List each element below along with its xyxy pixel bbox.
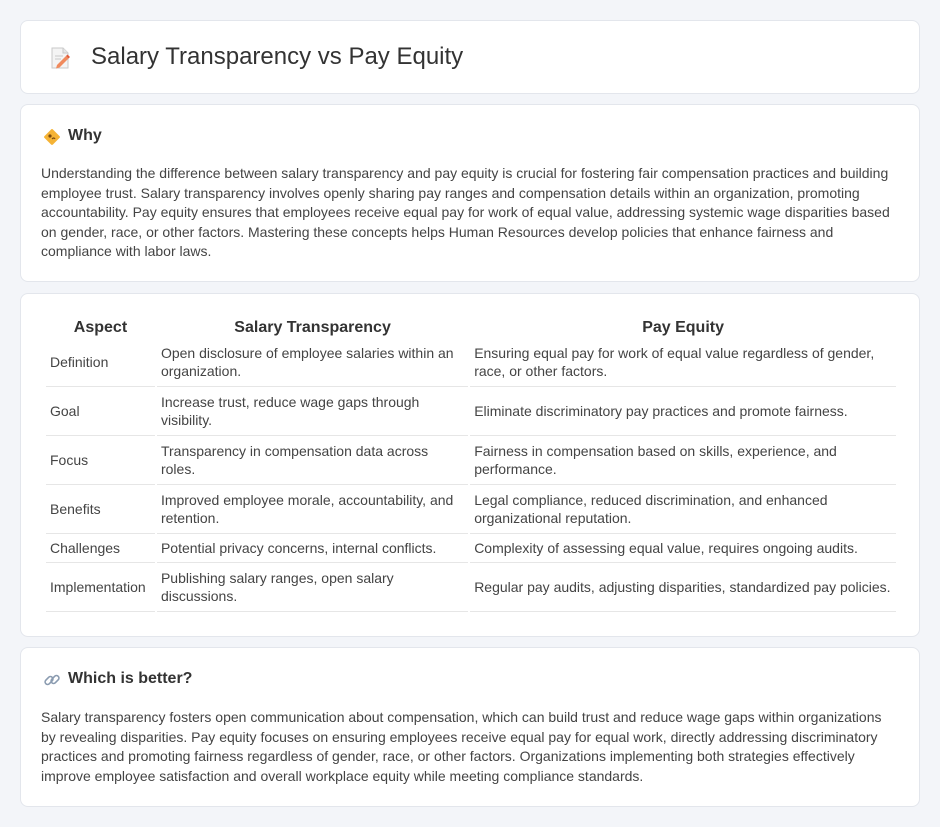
why-title: Why (68, 127, 102, 144)
row-equity: Eliminate discriminatory pay practices and promote fairness. (470, 387, 896, 436)
row-transparency: Increase trust, reduce wage gaps through visibility. (157, 387, 468, 436)
why-section (20, 104, 920, 282)
row-transparency: Potential privacy concerns, internal conflicts. (157, 534, 468, 563)
diamond-sign-icon (43, 128, 61, 146)
row-aspect: Benefits (46, 485, 155, 534)
better-title: Which is better? (68, 670, 193, 687)
header-pay-equity: Pay Equity (642, 319, 724, 336)
row-aspect: Implementation (46, 563, 155, 612)
table-row (46, 534, 896, 563)
row-transparency: Transparency in compensation data across roles. (157, 436, 468, 485)
table-row (46, 436, 896, 485)
document-pencil-icon (49, 46, 71, 70)
header-salary-transparency: Salary Transparency (234, 319, 391, 336)
comparison-table (44, 316, 898, 612)
row-transparency: Open disclosure of employee salaries within an organization. (157, 338, 468, 387)
row-aspect: Goal (46, 387, 155, 436)
link-icon (43, 671, 61, 689)
row-aspect: Focus (46, 436, 155, 485)
why-text: Understanding the difference between salary transparency and pay equity is crucial for fostering fair compensation practices and building employee trust. Salary transparency involves openly sharing pay ranges and compensation details within an organization, promoting accountability. Pay equity ensures that employees receive equal pay for work of equal value, addressing systemic wage disparities based on gender, race, or other factors. Mastering these concepts helps Human Resources develop policies that enhance fairness and compliance with labor laws. (41, 165, 890, 259)
table-row (46, 338, 896, 387)
row-equity: Fairness in compensation based on skills, experience, and performance. (470, 436, 896, 485)
row-transparency: Improved employee morale, accountability, and retention. (157, 485, 468, 534)
row-transparency: Publishing salary ranges, open salary discussions. (157, 563, 468, 612)
better-text: Salary transparency fosters open communication about compensation, which can build trust and reduce wage gaps within organizations by revealing disparities. Pay equity focuses on ensuring employees receive equal pay for equal work, directly addressing discriminatory practices and promoting fairness regardless of gender, race, or other factors. Organizations implementing both strategies effectively improve employee satisfaction and overall workplace equity while meeting compliance standards. (41, 709, 882, 784)
table-row (46, 485, 896, 534)
table-row (46, 563, 896, 612)
which-is-better-section (20, 647, 920, 807)
row-equity: Regular pay audits, adjusting disparities, standardized pay policies. (470, 563, 896, 612)
row-equity: Legal compliance, reduced discrimination, and enhanced organizational reputation. (470, 485, 896, 534)
row-equity: Complexity of assessing equal value, requires ongoing audits. (470, 534, 896, 563)
title-card (20, 20, 920, 94)
row-aspect: Definition (46, 338, 155, 387)
header-aspect: Aspect (73, 319, 128, 336)
table-row (46, 387, 896, 436)
page-title: Salary Transparency vs Pay Equity (91, 43, 464, 70)
row-aspect: Challenges (46, 534, 155, 563)
comparison-section (20, 293, 920, 637)
row-equity: Ensuring equal pay for work of equal value regardless of gender, race, or other factors. (470, 338, 896, 387)
table-header-row (46, 316, 896, 338)
